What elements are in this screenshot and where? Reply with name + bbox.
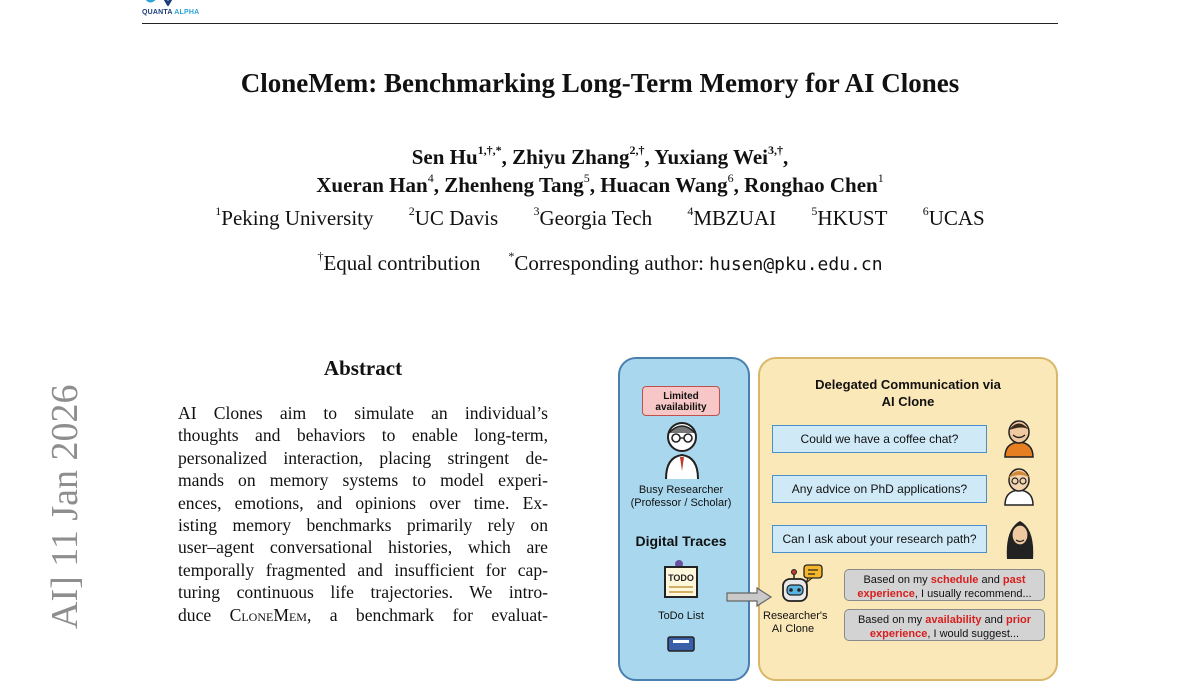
- abstract-heading: Abstract: [323, 356, 403, 380]
- figure-clone-overview: [615, 355, 1060, 655]
- person-icon: [1003, 419, 1035, 457]
- todo-icon-text: TODO: [668, 573, 694, 583]
- author-name: Xueran Han: [316, 173, 428, 197]
- arxiv-side-stamp: AI] 11 Jan 2026: [44, 384, 86, 629]
- author-line-2: Xueran Han$^4$, Zhenheng Tang$^5$, Huacan Wang$^6$, Ronghao Chen$^1$: [316, 171, 884, 197]
- author-line-1: Sen $Hu^{1,\dagger,*}$, Zhiyu Zhang$^{2,\dagger}$, Yuxiang Wei$^{3,\dagger}$,: [411, 143, 789, 169]
- todo-list-icon: [663, 559, 701, 601]
- affiliation: $^1$Peking University: [215, 204, 374, 230]
- equal-contribution-note: Equal contribution: [323, 251, 481, 275]
- person-icon: [1004, 519, 1036, 559]
- clone-response-2: Based on my availability and prior experience, I would suggest...: [844, 609, 1045, 641]
- affiliation: $^5$HKUST: [811, 204, 888, 230]
- logo-text: QUANTA ALPHA: [142, 9, 200, 16]
- abstract-line: personalized interaction, placing stringent de-: [178, 447, 548, 468]
- email-link[interactable]: husen@pku.edu.cn: [709, 254, 883, 275]
- author-name: Huacan Wang: [600, 173, 728, 197]
- abstract-body: [178, 402, 548, 626]
- affiliation: $^2$UC Davis: [408, 204, 499, 230]
- abstract-line: thoughts and behaviors to enable long-term,: [178, 425, 548, 446]
- delegated-communication-heading: Delegated Communication via AI Clone: [815, 377, 1001, 409]
- affiliation: $^6$UCAS: [922, 204, 985, 230]
- logo-mark-icon: [142, 0, 182, 6]
- abstract-line: duce CloneMem, a benchmark for evaluat-: [178, 604, 548, 625]
- question-phd-advice: Any advice on PhD applications?: [772, 475, 987, 503]
- abstract-line: turing continuous life trajectories. We intro-: [178, 582, 548, 603]
- ai-clone-robot-icon: [780, 563, 826, 609]
- author-name: Zhiyu Zhang: [512, 145, 630, 169]
- affiliation: $^3$Georgia Tech: [533, 204, 653, 230]
- todo-list-label: ToDo List: [658, 610, 704, 622]
- corresponding-author-note: Corresponding author:: [514, 251, 710, 275]
- affiliations: [0, 206, 1200, 231]
- affiliation: $^4$MBZUAI: [687, 204, 777, 230]
- limited-availability-badge: Limited availability: [642, 386, 720, 416]
- quanta-alpha-logo: [142, 0, 262, 22]
- author-name: Ronghao Chen: [744, 173, 878, 197]
- question-coffee-chat: Could we have a coffee chat?: [772, 425, 987, 453]
- digital-traces-heading: Digital Traces: [635, 533, 727, 549]
- abstract-line: ences, emotions, and opinions over time. Ex-: [178, 492, 548, 513]
- author-name: Zhenheng Tang: [444, 173, 584, 197]
- abstract-line: user–agent conversational histories, which are: [178, 537, 548, 558]
- researcher-icon: [662, 419, 702, 481]
- author-notes: †Equal contribution *Corresponding author: husen@pku.edu.cn: [317, 249, 883, 275]
- paper-title: CloneMem: Benchmarking Long-Term Memory for AI Clones: [240, 68, 960, 98]
- abstract-line: temporally fragmented and insufficient for cap-: [178, 559, 548, 580]
- author-name: Yuxiang Wei: [654, 145, 769, 169]
- abstract-line: AI Clones aim to simulate an individual’s: [178, 403, 548, 423]
- abstract-line: isting memory benchmarks primarily rely on: [178, 514, 548, 535]
- header-rule: [142, 23, 1058, 24]
- question-research-path: Can I ask about your research path?: [772, 525, 987, 553]
- person-icon: [1003, 467, 1035, 505]
- ai-clone-label: Researcher's AI Clone: [763, 610, 828, 635]
- clone-response-1: Based on my schedule and past experience, I usually recommend...: [844, 569, 1045, 601]
- busy-researcher-label: Busy Researcher (Professor / Scholar): [630, 484, 732, 509]
- arrow-right-icon: [727, 587, 773, 607]
- author-name: Sen Hu: [411, 145, 478, 169]
- abstract-line: mands on memory systems to model experi-: [178, 470, 548, 491]
